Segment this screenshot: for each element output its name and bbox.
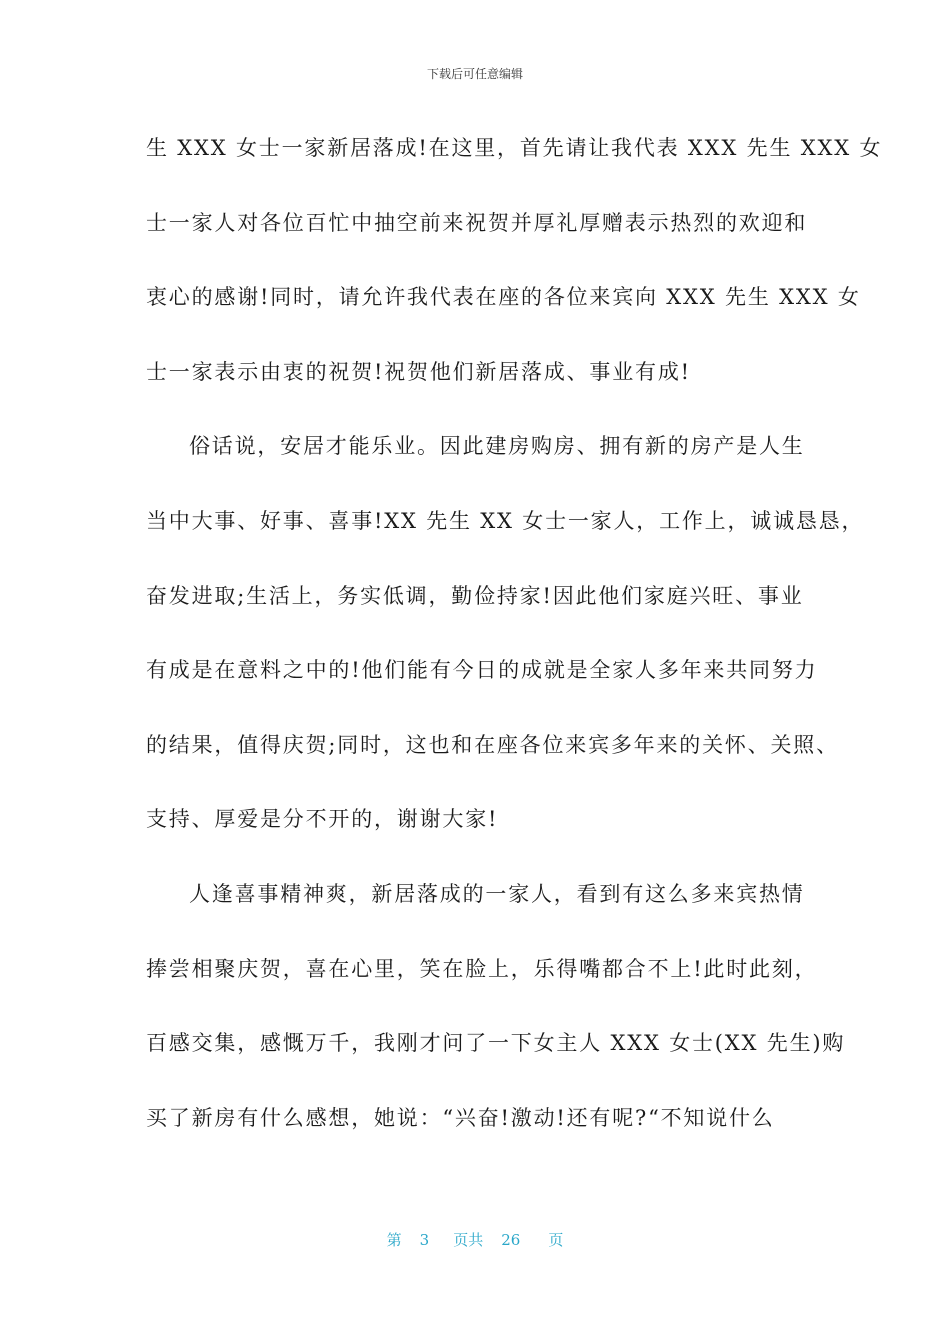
page-footer <box>0 1230 950 1250</box>
text-line: 生 XXX 女士一家新居落成!在这里，首先请让我代表 XXX 先生 XXX 女 <box>146 136 883 160</box>
text-line: 有成是在意料之中的!他们能有今日的成就是全家人多年来共同努力 <box>146 658 818 683</box>
text-line: 的结果，值得庆贺;同时，这也和在座各位来宾多年来的关怀、关照、 <box>146 732 839 757</box>
text-line: 支持、厚爱是分不开的，谢谢大家! <box>146 807 499 832</box>
text-line: 士一家人对各位百忙中抽空前来祝贺并厚礼厚赠表示热烈的欢迎和 <box>146 210 808 235</box>
footer-middle: 页共 <box>453 1231 484 1249</box>
text-line: 人逢喜事精神爽，新居落成的一家人，看到有这么多来宾热情 <box>189 881 805 906</box>
footer-prefix: 第 <box>386 1231 402 1249</box>
current-page-number: 3 <box>419 1231 430 1249</box>
text-line: 士一家表示由衷的祝贺!祝贺他们新居落成、事业有成! <box>146 359 691 384</box>
text-line: 俗话说，安居才能乐业。因此建房购房、拥有新的房产是人生 <box>189 434 805 459</box>
footer-suffix: 页 <box>548 1231 564 1249</box>
text-line: 百感交集，感慨万千，我刚才问了一下女主人 XXX 女士(XX 先生)购 <box>146 1031 846 1056</box>
page-header: 下载后可任意编辑 <box>426 67 523 81</box>
text-line: 衷心的感谢!同时，请允许我代表在座的各位来宾向 XXX 先生 XXX 女 <box>146 285 861 310</box>
text-line: 捧尝相聚庆贺，喜在心里，笑在脸上，乐得嘴都合不上!此时此刻， <box>146 956 818 981</box>
total-page-count: 26 <box>501 1231 521 1249</box>
text-line: 买了新房有什么感想，她说：“兴奋!激动!还有呢?“不知说什么 <box>146 1105 775 1130</box>
text-line: 当中大事、好事、喜事!XX 先生 XX 女士一家人，工作上，诚诚恳恳， <box>146 508 865 533</box>
document-body <box>146 130 883 1174</box>
text-line: 奋发进取;生活上，务实低调，勤俭持家!因此他们家庭兴旺、事业 <box>146 583 804 608</box>
